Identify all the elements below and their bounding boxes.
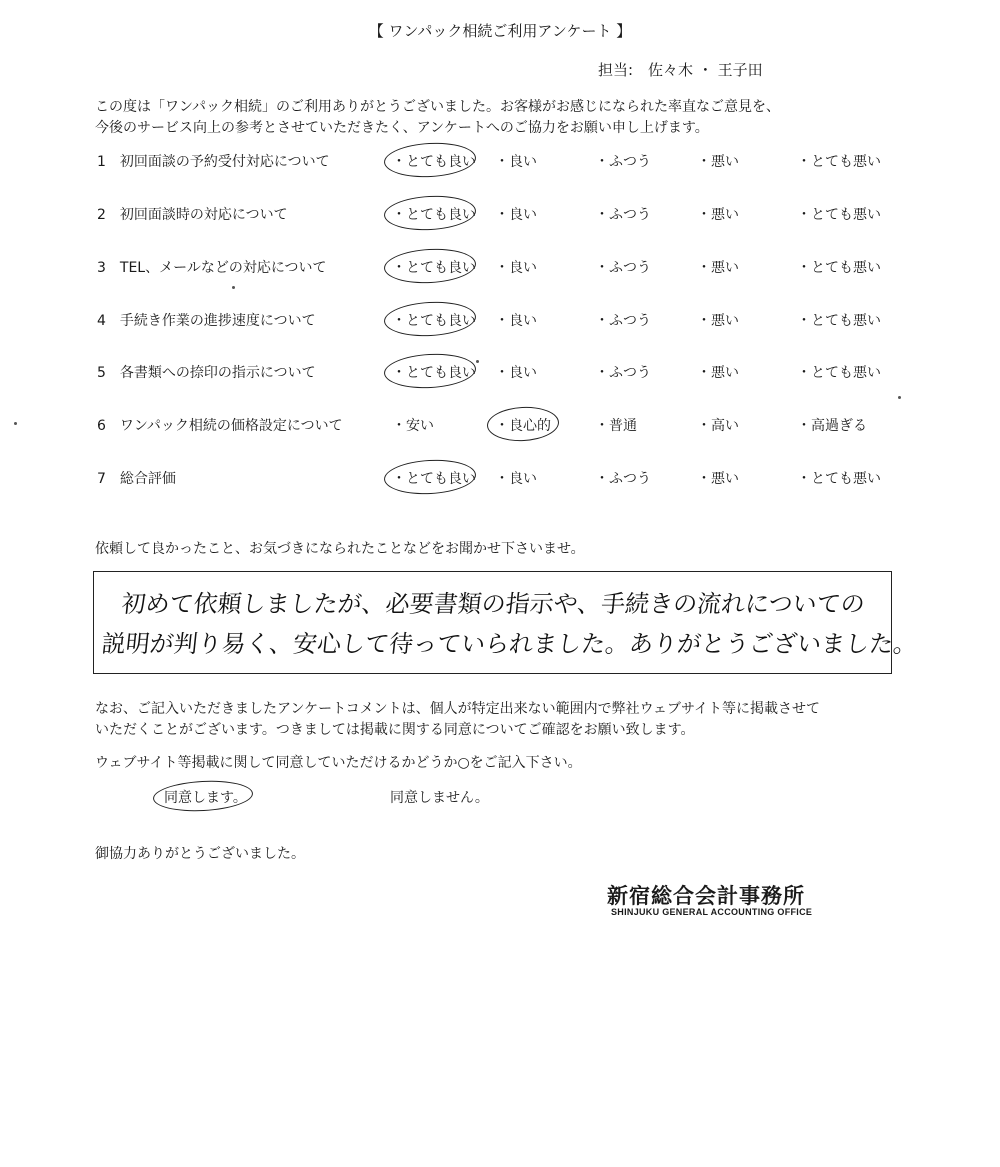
answer-option[interactable]: ・とても悪い — [797, 313, 881, 329]
closing-thanks: 御協力ありがとうございました。 — [95, 846, 305, 862]
answer-option[interactable]: ・悪い — [697, 365, 739, 381]
answer-option[interactable]: ・とても悪い — [797, 471, 881, 487]
answer-option[interactable]: ・ふつう — [595, 471, 651, 487]
intro-line-1: この度は「ワンパック相続」のご利用ありがとうございました。お客様がお感じになられた率直なご意見を、 — [95, 99, 781, 115]
question-label: 6 ワンパック相続の価格設定について — [97, 418, 343, 434]
question-label: 2 初回面談時の対応について — [97, 207, 288, 223]
answer-option[interactable]: ・とても良い — [392, 207, 476, 223]
consent-agree-option[interactable]: 同意します。 — [164, 790, 247, 806]
answer-option[interactable]: ・悪い — [697, 471, 739, 487]
answer-option[interactable]: ・良い — [495, 260, 537, 276]
answer-option[interactable]: ・ふつう — [595, 154, 651, 170]
answer-option[interactable]: ・とても良い — [392, 365, 476, 381]
question-label: 4 手続き作業の進捗速度について — [97, 313, 316, 329]
scan-speck — [476, 360, 479, 363]
answer-option[interactable]: ・悪い — [697, 313, 739, 329]
survey-title: 【 ワンパック相続ご利用アンケート 】 — [368, 22, 632, 40]
staff-in-charge: 担当: 佐々木 ・ 王子田 — [598, 61, 763, 79]
answer-option[interactable]: ・とても良い — [392, 260, 476, 276]
answer-option[interactable]: ・良心的 — [495, 418, 551, 434]
answer-option[interactable]: ・とても良い — [392, 313, 476, 329]
intro-line-2: 今後のサービス向上の参考とさせていただきたく、アンケートへのご協力をお願い申し上げます。 — [95, 120, 709, 136]
feedback-prompt: 依頼して良かったこと、お気づきになられたことなどをお聞かせ下さいませ。 — [95, 541, 585, 557]
scan-speck — [14, 422, 17, 425]
notice-line-1: なお、ご記入いただきましたアンケートコメントは、個人が特定出来ない範囲内で弊社ウェブサイト等に掲載させて — [95, 701, 821, 717]
answer-option[interactable]: ・良い — [495, 365, 537, 381]
question-label: 5 各書類への捺印の指示について — [97, 365, 316, 381]
answer-option[interactable]: ・良い — [495, 154, 537, 170]
company-logo-name: 新宿総合会計事務所 — [607, 884, 805, 908]
company-logo-english: SHINJUKU GENERAL ACCOUNTING OFFICE — [611, 907, 813, 917]
answer-option[interactable]: ・ふつう — [595, 365, 651, 381]
answer-option[interactable]: ・安い — [392, 418, 434, 434]
answer-option[interactable]: ・悪い — [697, 260, 739, 276]
answer-option[interactable]: ・悪い — [697, 207, 739, 223]
scan-speck — [232, 286, 235, 289]
handwritten-comment-line-2: 説明が判り易く、安心して待っていられました。ありがとうございました。 — [100, 630, 919, 658]
scan-speck — [898, 396, 901, 399]
notice-line-2: いただくことがございます。つきましては掲載に関する同意についてご確認をお願い致します。 — [95, 722, 695, 738]
answer-option[interactable]: ・ふつう — [595, 313, 651, 329]
answer-option[interactable]: ・とても悪い — [797, 260, 881, 276]
answer-option[interactable]: ・良い — [495, 471, 537, 487]
answer-option[interactable]: ・良い — [495, 207, 537, 223]
answer-option[interactable]: ・とても良い — [392, 471, 476, 487]
consent-prompt: ウェブサイト等掲載に関して同意していただけるかどうか○をご記入下さい。 — [95, 755, 582, 771]
answer-option[interactable]: ・とても悪い — [797, 207, 881, 223]
comment-box[interactable] — [93, 571, 919, 674]
consent-disagree-option[interactable]: 同意しません。 — [390, 790, 489, 806]
answer-option[interactable]: ・とても悪い — [797, 154, 881, 170]
answer-option[interactable]: ・普通 — [595, 418, 637, 434]
answer-option[interactable]: ・ふつう — [595, 207, 651, 223]
answer-option[interactable]: ・悪い — [697, 154, 739, 170]
question-label: 1 初回面談の予約受付対応について — [97, 154, 330, 170]
answer-option[interactable]: ・高い — [697, 418, 739, 434]
answer-option[interactable]: ・とても悪い — [797, 365, 881, 381]
answer-option[interactable]: ・ふつう — [595, 260, 651, 276]
answer-option[interactable]: ・良い — [495, 313, 537, 329]
answer-option[interactable]: ・とても良い — [392, 154, 476, 170]
question-label: 3 TEL、メールなどの対応について — [97, 260, 327, 276]
handwritten-comment-line-1: 初めて依頼しましたが、必要書類の指示や、手続きの流れについての — [120, 590, 867, 618]
answer-option[interactable]: ・高過ぎる — [797, 418, 867, 434]
question-label: 7 総合評価 — [97, 471, 176, 487]
